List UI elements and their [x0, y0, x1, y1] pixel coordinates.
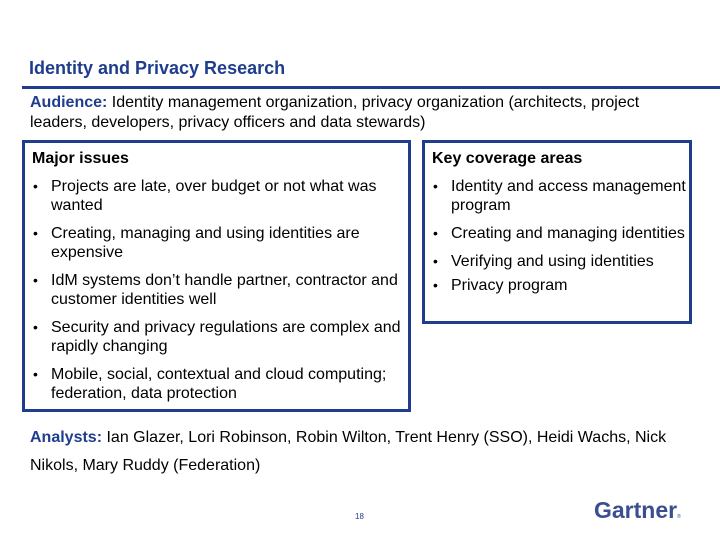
list-item: • Creating and managing identities	[433, 225, 685, 242]
list-item: • Mobile, social, contextual and cloud computing; federation, data protection	[33, 366, 387, 402]
bullet-icon: •	[433, 277, 438, 293]
list-item: • Privacy program	[433, 277, 568, 294]
slide-title: Identity and Privacy Research	[29, 58, 286, 78]
bullet-icon: •	[433, 253, 438, 269]
title-divider	[22, 86, 720, 89]
key-coverage-box	[422, 140, 692, 324]
list-item: • Projects are late, over budget or not what was wanted	[33, 178, 377, 214]
major-issues-box	[22, 140, 411, 412]
analysts-text	[30, 424, 690, 480]
audience-text	[30, 93, 700, 133]
list-item: • Verifying and using identities	[433, 253, 654, 270]
list-item: • Identity and access management program	[433, 178, 686, 214]
list-item: • Security and privacy regulations are complex and rapidly changing	[33, 319, 401, 355]
key-coverage-heading: Key coverage areas	[432, 150, 583, 167]
bullet-icon: •	[433, 178, 438, 194]
bullet-icon: •	[33, 366, 38, 382]
registered-mark: ®	[677, 514, 681, 520]
bullet-icon: •	[33, 319, 38, 335]
bullet-icon: •	[33, 225, 38, 241]
page-number: 18	[355, 512, 364, 521]
bullet-icon: •	[33, 178, 38, 194]
analysts-label: Analysts:	[30, 429, 103, 446]
audience-description: Identity management organization, privacy organization (architects, project leaders, developers, privacy officers and data stewards)	[30, 94, 640, 131]
audience-label: Audience:	[30, 94, 108, 111]
major-issues-heading: Major issues	[32, 150, 129, 167]
bullet-icon: •	[33, 272, 38, 288]
analysts-names: Ian Glazer, Lori Robinson, Robin Wilton, Trent Henry (SSO), Heidi Wachs, Nick Nikols, Mary Ruddy (Federation)	[30, 429, 667, 474]
key-coverage-list	[431, 177, 689, 304]
bullet-icon: •	[433, 225, 438, 241]
list-item: • IdM systems don’t handle partner, contractor and customer identities well	[33, 272, 398, 308]
gartner-logo	[594, 497, 681, 524]
logo-text: Gartner	[594, 497, 678, 523]
major-issues-list	[31, 177, 401, 412]
list-item: • Creating, managing and using identities are expensive	[33, 225, 360, 261]
